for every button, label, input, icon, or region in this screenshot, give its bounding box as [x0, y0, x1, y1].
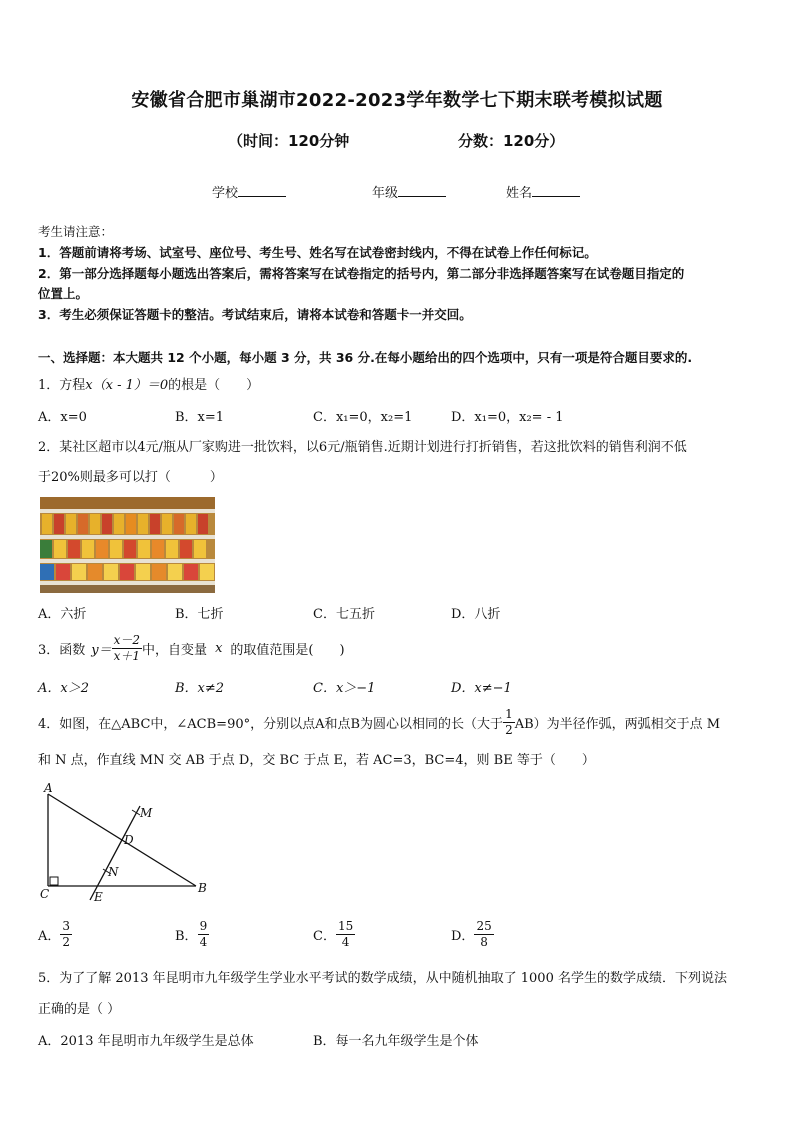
q3-option-c: C．x＞−1 — [313, 681, 376, 696]
q2-option-b: B．七折 — [175, 607, 224, 622]
notice-item-3: 3．考生必须保证答题卡的整洁。考试结束后，请将本试卷和答题卡一并交回。 — [38, 307, 472, 322]
question-3-stem — [38, 630, 345, 666]
grade-field — [372, 182, 446, 201]
triangle-diagram — [36, 780, 214, 908]
q4-option-a — [38, 919, 72, 950]
q5-option-b: B．每一名九年级学生是个体 — [313, 1034, 479, 1049]
q1-stem-suffix: 的根是（ ） — [168, 378, 260, 393]
question-5-line-2: 正确的是（ ） — [38, 1002, 121, 1017]
q3-option-a: A．x＞2 — [38, 681, 89, 696]
q4-option-d — [451, 919, 494, 950]
school-label: 学校 — [212, 186, 239, 201]
q3-denominator: x＋1 — [113, 648, 141, 663]
q4-option-c-denominator: 4 — [341, 935, 350, 949]
point-label-a: A — [44, 781, 53, 795]
point-label-b: B — [198, 881, 207, 895]
grade-blank — [398, 184, 446, 197]
q3-stem-middle: 中，自变量 — [142, 642, 208, 658]
name-blank — [532, 184, 580, 197]
notice-heading: 考生请注意： — [38, 224, 114, 239]
q3-function-y: y＝ — [91, 642, 112, 658]
q1-option-a: A．x=0 — [38, 410, 87, 425]
q4-option-b-numerator: 9 — [199, 919, 208, 933]
q3-stem-prefix: 3．函数 — [38, 642, 86, 658]
question-1-stem — [38, 374, 259, 393]
q1-option-b: B．x=1 — [175, 410, 225, 425]
q2-option-a: A．六折 — [38, 607, 87, 622]
q4-option-b-fraction — [198, 919, 210, 950]
q4-line1-prefix: 4．如图，在△ABC中，∠ACB=90°，分别以点A和点B为圆心以相同的长（大于 — [38, 716, 504, 732]
q4-option-c — [313, 919, 355, 950]
q1-option-d: D．x₁=0，x₂= - 1 — [451, 410, 564, 425]
q4-option-b-denominator: 4 — [199, 935, 208, 949]
question-5-line-1: 5．为了了解 2013 年昆明市九年级学生学业水平考试的数学成绩，从中随机抽取了 1000 名学生的数学成绩．下列说法 — [38, 971, 727, 986]
supermarket-shelf-image — [40, 497, 215, 593]
section-heading: 一、选择题：本大题共 12 个小题，每小题 3 分，共 36 分.在每小题给出的四个选项中，只有一项是符合题目要求的. — [38, 350, 693, 365]
q4-option-c-label: C． — [313, 929, 336, 944]
school-blank — [238, 184, 286, 197]
point-label-e: E — [94, 890, 103, 904]
notice-item-2: 2．第一部分选择题每小题选出答案后，需将答案写在试卷指定的括号内，第二部分非选择题答案写在试卷题目指定的 — [38, 266, 685, 281]
q4-option-a-denominator: 2 — [62, 935, 71, 949]
q4-half-denominator: 2 — [505, 722, 513, 737]
q4-option-b — [175, 919, 209, 950]
q4-option-a-label: A． — [38, 929, 61, 944]
q2-option-c: C．七五折 — [313, 607, 375, 622]
q4-line1-suffix: AB）为半径作弧，两弧相交于点 M — [514, 716, 721, 732]
q3-option-d: D．x≠−1 — [451, 681, 512, 696]
exam-score: 分数：120分） — [458, 132, 565, 150]
q3-variable-x: x — [215, 640, 223, 656]
point-label-d: D — [124, 833, 134, 847]
q4-option-c-fraction — [336, 919, 355, 950]
grade-label: 年级 — [372, 186, 399, 201]
q2-option-d: D．八折 — [451, 607, 501, 622]
question-4-line-1 — [38, 703, 720, 741]
point-label-c: C — [40, 887, 50, 901]
q4-option-d-label: D． — [451, 929, 475, 944]
q4-option-d-fraction — [474, 919, 493, 950]
q4-half-fraction — [503, 707, 515, 738]
q3-option-b: B．x≠2 — [175, 681, 225, 696]
notice-item-1: 1．答题前请将考场、试室号、座位号、考生号、姓名写在试卷密封线内，不得在试卷上作任何标记。 — [38, 245, 597, 260]
name-field — [506, 182, 580, 201]
q5-option-a: A．2013 年昆明市九年级学生是总体 — [38, 1034, 254, 1049]
q4-half-numerator: 1 — [505, 706, 513, 721]
q4-option-b-label: B． — [175, 929, 198, 944]
question-2-line-2: 于20%则最多可以打（ ） — [38, 470, 223, 485]
point-label-m: M — [140, 806, 153, 820]
q1-stem-prefix: 1．方程 — [38, 378, 86, 393]
q1-equation: x（x - 1）＝0 — [85, 378, 169, 393]
name-label: 姓名 — [506, 186, 533, 201]
q4-option-c-numerator: 15 — [337, 919, 354, 933]
question-2-line-1: 2．某社区超市以4元/瓶从厂家购进一批饮料，以6元/瓶销售.近期计划进行打折销售，若这批饮料的销售利润不低 — [38, 440, 687, 455]
point-label-n: N — [108, 865, 119, 879]
school-field — [212, 182, 286, 201]
q4-option-a-fraction — [60, 919, 72, 950]
question-4-line-2: 和 N 点，作直线 MN 交 AB 于点 D，交 BC 于点 E，若 AC=3，BC=4，则 BE 等于（ ） — [38, 753, 595, 768]
q3-fraction — [112, 633, 142, 664]
q3-stem-suffix: 的取值范围是( ) — [230, 642, 345, 658]
exam-time: （时间：120分钟 — [228, 132, 350, 150]
q4-option-d-numerator: 25 — [476, 919, 492, 933]
notice-item-2-cont: 位置上。 — [38, 286, 89, 301]
q3-numerator: x－2 — [113, 632, 141, 647]
page-title: 安徽省合肥市巢湖市2022-2023学年数学七下期末联考模拟试题 — [131, 90, 663, 111]
q1-option-c: C．x₁=0，x₂=1 — [313, 410, 413, 425]
q4-option-d-denominator: 8 — [480, 935, 488, 949]
q4-option-a-numerator: 3 — [62, 919, 71, 933]
